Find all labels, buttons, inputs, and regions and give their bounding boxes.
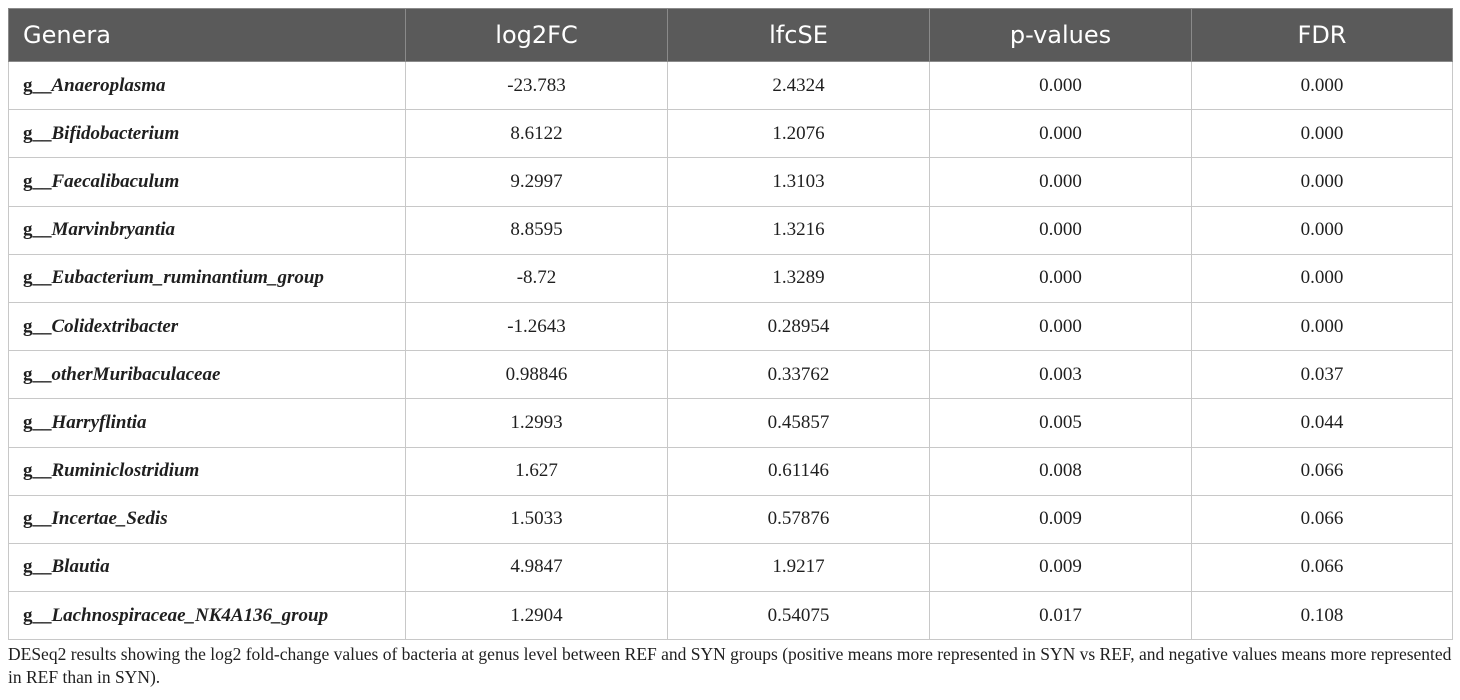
cell-fdr: 0.066 [1192,495,1453,543]
cell-p-value: 0.000 [930,62,1192,110]
cell-fdr: 0.066 [1192,447,1453,495]
cell-log2fc: 9.2997 [406,158,668,206]
genus-prefix: g__ [23,74,52,96]
cell-log2fc: -8.72 [406,254,668,302]
deseq2-results-table [8,8,1453,640]
cell-fdr: 0.108 [1192,592,1453,640]
cell-p-value: 0.005 [930,399,1192,447]
cell-log2fc: -23.783 [406,62,668,110]
table-row [9,254,1453,302]
cell-p-value: 0.000 [930,158,1192,206]
table-header [9,9,1453,62]
genus-name: Incertae_Sedis [51,508,168,530]
cell-lfcse: 0.33762 [668,351,930,399]
genus-name: Marvinbryantia [51,219,176,241]
cell-log2fc: 1.627 [406,447,668,495]
genus-name: Faecalibaculum [51,170,180,192]
cell-genus [9,447,406,495]
table-caption: DESeq2 results showing the log2 fold-change values of bacteria at genus level between REF and SYN groups (positive means more represented in SYN vs REF, and negative values means more represented in REF than in SYN). [8,644,1452,687]
genus-prefix: g__ [23,363,52,385]
cell-lfcse: 1.3103 [668,158,930,206]
genus-prefix: g__ [23,170,52,192]
genus-name: Harryflintia [51,411,147,433]
genus-name: Anaeroplasma [51,74,166,96]
cell-fdr: 0.000 [1192,302,1453,350]
cell-lfcse: 0.57876 [668,495,930,543]
table-row [9,351,1453,399]
header-log2fc: log2FC [406,9,668,62]
cell-lfcse: 1.3216 [668,206,930,254]
table-row [9,495,1453,543]
genus-prefix: g__ [23,122,52,144]
header-lfcse: lfcSE [668,9,930,62]
genus-prefix: g__ [23,556,52,578]
genus-name: Blautia [51,556,110,578]
genus-name: Ruminiclostridium [51,460,200,482]
cell-genus [9,158,406,206]
cell-p-value: 0.000 [930,302,1192,350]
genus-prefix: g__ [23,219,52,241]
cell-fdr: 0.000 [1192,110,1453,158]
cell-fdr: 0.000 [1192,62,1453,110]
cell-log2fc: 1.5033 [406,495,668,543]
cell-p-value: 0.000 [930,110,1192,158]
cell-log2fc: 8.8595 [406,206,668,254]
table-row [9,447,1453,495]
cell-log2fc: 4.9847 [406,543,668,591]
cell-lfcse: 1.2076 [668,110,930,158]
cell-fdr: 0.000 [1192,158,1453,206]
cell-log2fc: -1.2643 [406,302,668,350]
cell-genus [9,351,406,399]
table-row [9,399,1453,447]
cell-p-value: 0.017 [930,592,1192,640]
table-row [9,206,1453,254]
cell-lfcse: 0.54075 [668,592,930,640]
cell-p-value: 0.008 [930,447,1192,495]
genus-prefix: g__ [23,267,52,289]
cell-p-value: 0.000 [930,254,1192,302]
header-genera: Genera [9,9,406,62]
cell-fdr: 0.000 [1192,206,1453,254]
cell-genus [9,206,406,254]
genus-name: Bifidobacterium [51,122,180,144]
genus-name: otherMuribaculaceae [51,363,221,385]
cell-genus [9,399,406,447]
cell-lfcse: 0.45857 [668,399,930,447]
cell-lfcse: 1.9217 [668,543,930,591]
cell-p-value: 0.003 [930,351,1192,399]
genus-prefix: g__ [23,315,52,337]
cell-log2fc: 0.98846 [406,351,668,399]
genus-name: Colidextribacter [51,315,179,337]
genus-prefix: g__ [23,411,52,433]
cell-genus [9,110,406,158]
cell-p-value: 0.009 [930,495,1192,543]
genus-name: Eubacterium_ruminantium_group [51,267,324,289]
cell-genus [9,543,406,591]
cell-genus [9,592,406,640]
table-row [9,110,1453,158]
genus-prefix: g__ [23,460,52,482]
cell-fdr: 0.000 [1192,254,1453,302]
cell-log2fc: 8.6122 [406,110,668,158]
cell-lfcse: 1.3289 [668,254,930,302]
table-row [9,543,1453,591]
header-row [9,9,1453,62]
genus-name: Lachnospiraceae_NK4A136_group [51,604,329,626]
cell-log2fc: 1.2993 [406,399,668,447]
table-row [9,158,1453,206]
cell-genus [9,302,406,350]
cell-log2fc: 1.2904 [406,592,668,640]
cell-lfcse: 2.4324 [668,62,930,110]
cell-fdr: 0.037 [1192,351,1453,399]
table-body [9,62,1453,640]
cell-genus [9,254,406,302]
cell-fdr: 0.066 [1192,543,1453,591]
cell-genus [9,495,406,543]
genus-prefix: g__ [23,508,52,530]
table-row [9,302,1453,350]
table-row [9,592,1453,640]
cell-fdr: 0.044 [1192,399,1453,447]
cell-genus [9,62,406,110]
cell-p-value: 0.009 [930,543,1192,591]
table-container [8,8,1452,640]
table-row [9,62,1453,110]
cell-lfcse: 0.61146 [668,447,930,495]
cell-p-value: 0.000 [930,206,1192,254]
cell-lfcse: 0.28954 [668,302,930,350]
genus-prefix: g__ [23,604,52,626]
header-p-values: p-values [930,9,1192,62]
header-fdr: FDR [1192,9,1453,62]
